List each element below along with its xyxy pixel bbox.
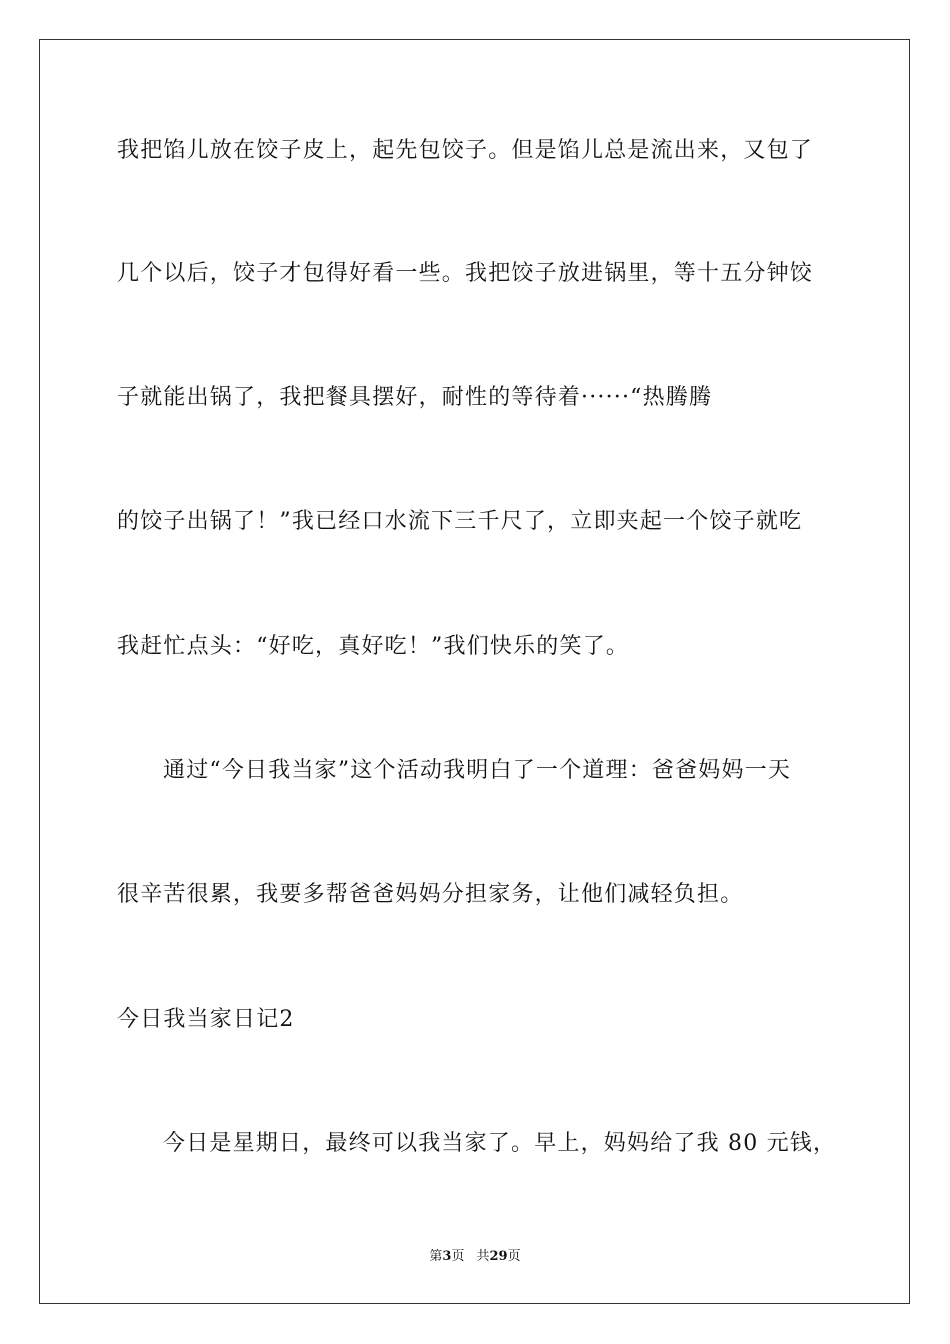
body-line-1: 我把馅儿放在饺子皮上，起先包饺子。但是馅儿总是流出来，又包了 (117, 138, 814, 163)
body-line-5: 我赶忙点头：“好吃，真好吃！”我们快乐的笑了。 (117, 634, 630, 659)
footer-page-prefix: 第 (429, 1249, 443, 1264)
footer-page-suffix: 页 (451, 1249, 465, 1264)
page-footer (0, 1249, 950, 1265)
footer-total-pages: 29 (489, 1249, 508, 1264)
paragraph-line-1: 通过“今日我当家”这个活动我明白了一个道理：爸爸妈妈一天 (163, 758, 792, 783)
page-border (39, 39, 910, 1304)
paragraph-line-2: 很辛苦很累，我要多帮爸爸妈妈分担家务，让他们减轻负担。 (117, 882, 744, 907)
body-line-4: 的饺子出锅了！”我已经口水流下三千尺了，立即夹起一个饺子就吃 (117, 509, 803, 534)
footer-total-prefix: 共 (476, 1249, 490, 1264)
paragraph-line-3: 今日是星期日，最终可以我当家了。早上，妈妈给了我 80 元钱， (163, 1131, 837, 1156)
body-line-3: 子就能出锅了，我把餐具摆好，耐性的等待着······“热腾腾 (117, 385, 713, 410)
footer-total-suffix: 页 (507, 1249, 521, 1264)
section-heading: 今日我当家日记2 (117, 1007, 295, 1032)
body-line-2: 几个以后，饺子才包得好看一些。我把饺子放进锅里，等十五分钟饺 (117, 261, 814, 286)
footer-page-number: 3 (442, 1249, 452, 1264)
